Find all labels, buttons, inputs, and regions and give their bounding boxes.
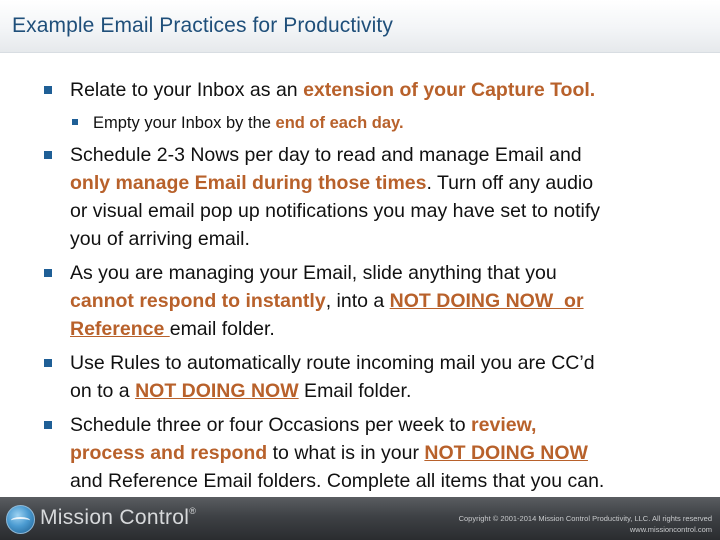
copyright-notice	[459, 513, 712, 535]
bullet-item	[70, 141, 600, 253]
square-bullet-icon	[72, 119, 78, 125]
bullet-line: and Reference Email folders. Complete all items that you can.	[70, 470, 605, 492]
bullet-text: . Turn off any audio	[426, 172, 594, 194]
globe-icon	[6, 505, 35, 534]
page-title: Example Email Practices for Productivity	[12, 14, 393, 37]
square-bullet-icon	[44, 421, 52, 429]
slide-header	[0, 0, 720, 53]
bullet-highlight: end of each day.	[275, 114, 404, 132]
square-bullet-icon	[44, 151, 52, 159]
square-bullet-icon	[44, 86, 52, 94]
bullet-text: Schedule three or four Occasions per week to	[70, 414, 472, 436]
registered-mark: ®	[189, 506, 197, 516]
bullet-item	[70, 259, 584, 343]
bullet-highlight: only manage Email during those times	[70, 172, 427, 194]
bullet-line: Schedule 2-3 Nows per day to read and manage Email and	[70, 144, 582, 166]
bullet-text: Empty your Inbox by the	[93, 114, 276, 132]
logo-text: Mission Control	[40, 506, 190, 529]
square-bullet-icon	[44, 359, 52, 367]
square-bullet-icon	[44, 269, 52, 277]
slide-footer	[0, 497, 720, 540]
bullet-line	[70, 287, 584, 315]
bullet-text: to what is in your	[267, 442, 425, 464]
website-text: www.missioncontrol.com	[629, 525, 712, 534]
bullet-line: or visual email pop up notifications you may have set to notify	[70, 200, 601, 222]
bullet-line	[70, 411, 604, 439]
bullet-text: , into a	[325, 290, 390, 312]
bullet-highlight: process and respond	[70, 442, 268, 464]
bullet-text: Email folder.	[298, 380, 412, 402]
bullet-highlight: cannot respond to instantly	[70, 290, 326, 312]
bullet-line: you of arriving email.	[70, 228, 250, 250]
bullet-line	[70, 169, 600, 197]
bullet-item	[70, 76, 595, 104]
bullet-highlight: extension of your Capture Tool.	[303, 79, 596, 101]
sub-bullet-item	[93, 112, 404, 134]
reference-link[interactable]: Reference	[70, 318, 170, 340]
bullet-line: As you are managing your Email, slide anything that you	[70, 262, 557, 284]
not-doing-now-link[interactable]: NOT DOING NOW	[135, 380, 299, 402]
logo	[40, 506, 196, 530]
bullet-highlight: review,	[471, 414, 537, 436]
not-doing-now-link[interactable]: NOT DOING NOW or	[389, 290, 584, 312]
copyright-text: Copyright © 2001-2014 Mission Control Productivity, LLC. All rights reserved	[458, 514, 712, 523]
bullet-line	[70, 315, 584, 343]
bullet-line	[70, 377, 595, 405]
bullet-line	[70, 439, 604, 467]
bullet-text: email folder.	[169, 318, 275, 340]
not-doing-now-link[interactable]: NOT DOING NOW	[424, 442, 588, 464]
bullet-item	[70, 411, 604, 495]
bullet-line: Use Rules to automatically route incoming mail you are CC’d	[70, 352, 595, 374]
bullet-item	[70, 349, 595, 405]
bullet-text: on to a	[70, 380, 136, 402]
bullet-text: Relate to your Inbox as an	[70, 79, 304, 101]
